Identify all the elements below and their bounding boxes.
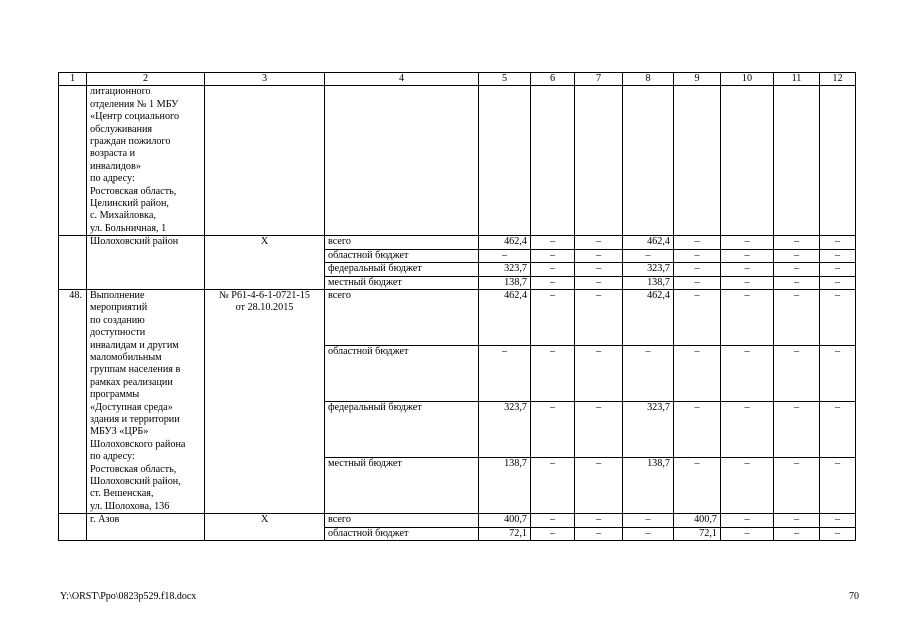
value-cell: 462,4 (623, 289, 674, 345)
column-number: 8 (623, 73, 674, 86)
budget-label: федеральный бюджет (325, 402, 479, 458)
value-cell: – (820, 249, 856, 262)
value-cell (721, 86, 774, 236)
footer-filename: Y:\ORST\Ppo\0823p529.f18.docx (60, 591, 197, 602)
value-cell: – (774, 345, 820, 401)
value-cell: – (575, 236, 623, 249)
value-cell: – (575, 527, 623, 540)
value-cell (575, 86, 623, 236)
value-cell: – (623, 249, 674, 262)
value-cell: – (674, 402, 721, 458)
permit-ref: Х (205, 236, 325, 290)
value-cell: – (721, 402, 774, 458)
table-row (59, 86, 856, 236)
value-cell: – (531, 276, 575, 289)
value-cell: – (575, 458, 623, 514)
value-cell: – (721, 527, 774, 540)
value-cell: 138,7 (623, 276, 674, 289)
value-cell: – (575, 402, 623, 458)
column-number: 4 (325, 73, 479, 86)
value-cell: – (774, 458, 820, 514)
value-cell: – (674, 458, 721, 514)
table-row (59, 289, 856, 345)
header-row (59, 73, 856, 86)
value-cell: – (575, 289, 623, 345)
budget-label: всего (325, 289, 479, 345)
value-cell: 72,1 (674, 527, 721, 540)
value-cell (479, 86, 531, 236)
value-cell: – (774, 527, 820, 540)
value-cell: – (531, 263, 575, 276)
value-cell: 462,4 (479, 236, 531, 249)
value-cell: – (721, 276, 774, 289)
value-cell: 323,7 (479, 402, 531, 458)
budget-label: областной бюджет (325, 527, 479, 540)
value-cell: – (774, 402, 820, 458)
value-cell (674, 86, 721, 236)
value-cell: – (820, 402, 856, 458)
value-cell: – (820, 514, 856, 527)
object-name: г. Азов (87, 514, 205, 541)
column-number: 1 (59, 73, 87, 86)
value-cell: – (575, 276, 623, 289)
value-cell: 323,7 (623, 263, 674, 276)
column-number: 2 (87, 73, 205, 86)
budget-table (58, 72, 856, 541)
budget-label: всего (325, 514, 479, 527)
value-cell: – (674, 236, 721, 249)
value-cell (623, 86, 674, 236)
budget-label: федеральный бюджет (325, 263, 479, 276)
column-number: 5 (479, 73, 531, 86)
footer-page-number: 70 (849, 591, 859, 602)
value-cell: – (623, 514, 674, 527)
value-cell: 138,7 (479, 458, 531, 514)
value-cell: – (774, 249, 820, 262)
permit-ref: № Р61-4-6-1-0721-15 от 28.10.2015 (205, 289, 325, 513)
value-cell: – (575, 345, 623, 401)
value-cell: – (774, 514, 820, 527)
object-name: Выполнение мероприятий по созданию доступности инвалидам и другим маломобильным группам населения в рамках реализации программы «Доступная среда» здания и территории МБУЗ «ЦРБ» Шолоховского района по адресу: Ростовская область, Шолоховский район, ст. Вешенская, ул. Шолохова, 136 (87, 289, 205, 513)
value-cell: 138,7 (623, 458, 674, 514)
value-cell: – (721, 236, 774, 249)
value-cell: – (575, 263, 623, 276)
value-cell: – (674, 263, 721, 276)
value-cell: – (774, 276, 820, 289)
row-number (59, 514, 87, 541)
budget-label: областной бюджет (325, 345, 479, 401)
value-cell: – (531, 458, 575, 514)
budget-label: местный бюджет (325, 276, 479, 289)
value-cell: – (531, 289, 575, 345)
permit-ref: Х (205, 514, 325, 541)
value-cell: – (674, 249, 721, 262)
budget-label: местный бюджет (325, 458, 479, 514)
value-cell: – (623, 527, 674, 540)
permit-ref (205, 86, 325, 236)
value-cell: – (721, 289, 774, 345)
value-cell: – (674, 289, 721, 345)
budget-label: областной бюджет (325, 249, 479, 262)
value-cell: – (774, 263, 820, 276)
value-cell: – (721, 514, 774, 527)
value-cell: 400,7 (479, 514, 531, 527)
value-cell (820, 86, 856, 236)
column-number: 7 (575, 73, 623, 86)
budget-label (325, 86, 479, 236)
column-number: 11 (774, 73, 820, 86)
value-cell: – (575, 249, 623, 262)
value-cell: 400,7 (674, 514, 721, 527)
value-cell: 462,4 (623, 236, 674, 249)
value-cell: – (531, 527, 575, 540)
column-number: 10 (721, 73, 774, 86)
value-cell: – (820, 458, 856, 514)
value-cell: 323,7 (479, 263, 531, 276)
table-row (59, 514, 856, 527)
column-number: 12 (820, 73, 856, 86)
row-number (59, 86, 87, 236)
value-cell: 323,7 (623, 402, 674, 458)
value-cell: 138,7 (479, 276, 531, 289)
value-cell: – (531, 514, 575, 527)
value-cell: – (774, 289, 820, 345)
value-cell: – (623, 345, 674, 401)
table-row (59, 236, 856, 249)
value-cell: – (721, 249, 774, 262)
row-number: 48. (59, 289, 87, 513)
value-cell: – (820, 527, 856, 540)
value-cell: 72,1 (479, 527, 531, 540)
value-cell: – (575, 514, 623, 527)
column-number: 9 (674, 73, 721, 86)
column-number: 3 (205, 73, 325, 86)
value-cell: – (674, 276, 721, 289)
value-cell: – (721, 345, 774, 401)
value-cell: – (531, 345, 575, 401)
value-cell (531, 86, 575, 236)
value-cell: – (721, 263, 774, 276)
value-cell: – (479, 249, 531, 262)
value-cell: – (774, 236, 820, 249)
value-cell: – (721, 458, 774, 514)
value-cell: – (820, 289, 856, 345)
value-cell: 462,4 (479, 289, 531, 345)
row-number (59, 236, 87, 290)
value-cell: – (479, 345, 531, 401)
value-cell: – (674, 345, 721, 401)
object-name: литационного отделения № 1 МБУ «Центр социального обслуживания граждан пожилого возраста и инвалидов» по адресу: Ростовская область, Целинский район, с. Михайловка, ул. Больничная, 1 (87, 86, 205, 236)
value-cell: – (820, 276, 856, 289)
value-cell: – (531, 402, 575, 458)
value-cell: – (531, 249, 575, 262)
budget-label: всего (325, 236, 479, 249)
object-name: Шолоховский район (87, 236, 205, 290)
value-cell: – (820, 263, 856, 276)
value-cell: – (531, 236, 575, 249)
column-number: 6 (531, 73, 575, 86)
value-cell (774, 86, 820, 236)
value-cell: – (820, 236, 856, 249)
value-cell: – (820, 345, 856, 401)
